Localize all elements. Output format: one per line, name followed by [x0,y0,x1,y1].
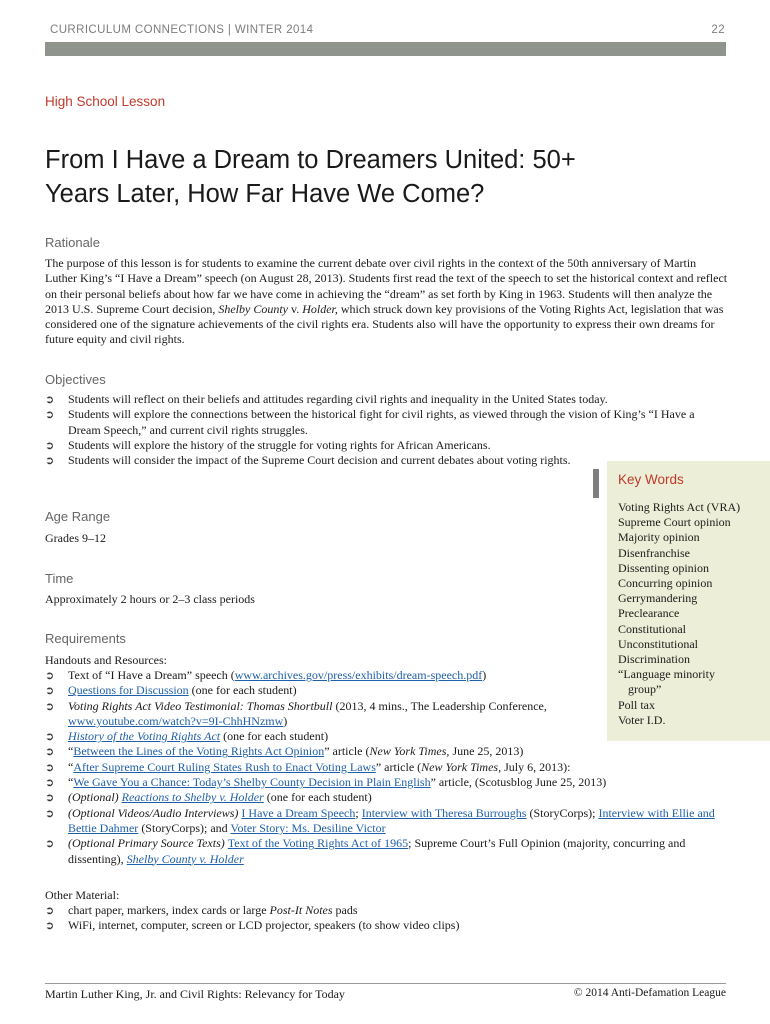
key-word-item: Preclearance [618,606,680,621]
key-word-item: Unconstitutional [618,636,698,651]
footer-copyright: © 2014 Anti-Defamation League [573,987,726,999]
states-rush-link[interactable]: After Supreme Court Ruling States Rush to Enact Voting Laws [73,759,376,774]
between-the-lines-link[interactable]: Between the Lines of the Voting Rights Act Opinion [73,744,325,759]
handout-item: ➲ (Optional) Reactions to Shelby v. Holder (one for each student) [45,790,372,805]
key-word-item: Gerrymandering [618,591,698,606]
footer-rule [45,983,726,984]
header-rule [45,42,726,56]
vra-text-link[interactable]: Text of the Voting Rights Act of 1965 [227,836,409,851]
age-range-value: Grades 9–12 [45,531,106,545]
arrow-bullet-icon: ➲ [45,438,55,452]
page-number: 22 [711,24,725,36]
burroughs-interview-link[interactable]: Interview with Theresa Burroughs [361,805,527,820]
dahmer-interview-link[interactable]: Interview with Ellie and Bettie Dahmer [68,805,715,835]
shelby-opinion-link[interactable]: Shelby County v. Holder [126,851,244,866]
arrow-bullet-icon: ➲ [45,791,55,805]
key-word-item: “Language minority [618,667,715,682]
rationale-paragraph [45,256,730,348]
handout-item: ➲ “Between the Lines of the Voting Rights Act Opinion” article (New York Times, June 25, 2013) [45,744,524,759]
key-word-item: Majority opinion [618,530,700,545]
objective-item: ➲ Students will explore the history of the struggle for voting rights for African Americans. [45,437,491,452]
time-heading: Time [45,571,74,586]
handout-item: ➲ “We Gave You a Chance: Today’s Shelby County Decision in Plain English” article, (Scotusblog June 25, 2013) [45,775,607,790]
handout-item: ➲ Voting Rights Act Video Testimonial: Thomas Shortbull (2013, 4 mins., The Leadership Conference, www.youtube.com/watch?v=9I-ChhHNzmw) [45,698,547,728]
key-word-item: Constitutional [618,621,687,636]
handout-item: ➲ (Optional Videos/Audio Interviews) I Have a Dream Speech; Interview with Theresa Burroughs (StoryCorps); Interview with Ellie and Bettie Dahmer (StoryCorps); and Voter Story: Ms. Desiline Victor [45,805,715,835]
key-word-item: Poll tax [618,697,656,712]
history-voting-rights-link[interactable]: History of the Voting Rights Act [68,729,221,744]
title-line-2: Years Later, How Far Have We Come? [45,180,485,208]
material-item: ➲ chart paper, markers, index cards or large Post-It Notes pads [45,903,358,917]
youtube-testimonial-link[interactable]: www.youtube.com/watch?v=9I-ChhHNzmw [68,713,284,728]
handout-item: ➲ (Optional Primary Source Texts) Text of the Voting Rights Act of 1965; Supreme Court’s Full Opinion (majority, concurring and dissenting), Shelby County v. Holder [45,836,686,866]
requirements-heading: Requirements [45,631,126,646]
case-name-a: Shelby County [218,301,288,316]
objective-item: ➲ Students will reflect on their beliefs and attitudes regarding civil rights and inequality in the United States today. [45,392,608,406]
handout-item: ➲ “After Supreme Court Ruling States Rush to Enact Voting Laws” article (New York Times, July 6, 2013): [45,759,571,774]
arrow-bullet-icon: ➲ [45,919,55,933]
key-word-item: Concurring opinion [618,576,713,591]
footer-title: Martin Luther King, Jr. and Civil Rights: Relevancy for Today [45,987,345,1001]
objective-item: ➲ Students will explore the connections between the historical fight for civil rights, as viewed through the vision of King’s “I Have a Dream Speech,” and current civil rights struggles. [45,407,695,437]
handout-item: ➲ Text of “I Have a Dream” speech (www.archives.gov/press/exhibits/dream-speech.pdf) [45,668,487,682]
arrow-bullet-icon: ➲ [45,760,55,774]
arrow-bullet-icon: ➲ [45,837,55,851]
page-title [45,143,725,211]
running-header [45,22,725,40]
reactions-link[interactable]: Reactions to Shelby v. Holder [121,790,264,805]
key-word-item: Supreme Court opinion [618,515,731,530]
arrow-bullet-icon: ➲ [45,699,55,713]
key-word-item: Discrimination [618,652,690,667]
handout-item: ➲ History of the Voting Rights Act (one for each student) [45,729,329,744]
key-words-title: Key Words [618,472,684,487]
case-name-b: Holder, [302,301,338,316]
arrow-bullet-icon: ➲ [45,454,55,468]
arrow-bullet-icon: ➲ [45,904,55,917]
arrow-bullet-icon: ➲ [45,669,55,682]
key-word-item: group” [628,682,662,697]
publication-label: CURRICULUM CONNECTIONS | WINTER 2014 [50,24,314,36]
handout-item: ➲ Questions for Discussion (one for each student) [45,683,297,698]
other-material-label: Other Material: [45,888,120,902]
plain-english-link[interactable]: We Gave You a Chance: Today’s Shelby County Decision in Plain English [73,775,431,790]
rationale-text-a: The purpose of this lesson is for students to examine the current debate over civil rights in the context of the 50th anniversary of Martin Luther King’s “I Have a Dream” speech (on August 28, 2013). Students first read the text of the speech to set the historical context and reflect on their personal beliefs about how far we have come in achieving the “dream” as set forth by King in 1963. Students will then analyze the 2013 U.S. Supreme Court decision, [45,256,728,316]
arrow-bullet-icon: ➲ [45,776,55,790]
key-word-item: Dissenting opinion [618,560,710,575]
time-value: Approximately 2 hours or 2–3 class periods [45,592,255,606]
key-word-item: Voting Rights Act (VRA) [618,500,741,514]
objectives-heading: Objectives [45,372,106,387]
arrow-bullet-icon: ➲ [45,393,55,406]
rationale-heading: Rationale [45,235,100,250]
dream-speech-link[interactable]: www.archives.gov/press/exhibits/dream-speech.pdf [234,668,483,682]
age-range-heading: Age Range [45,509,111,524]
objective-item: ➲ Students will consider the impact of the Supreme Court decision and current debates about voting rights. [45,453,571,468]
arrow-bullet-icon: ➲ [45,745,55,759]
objectives-list [45,392,730,468]
case-v: v. [287,301,303,316]
arrow-bullet-icon: ➲ [45,730,55,744]
voter-story-link[interactable]: Voter Story: Ms. Desiline Victor [230,820,386,835]
dream-speech-audio-link[interactable]: I Have a Dream Speech [241,805,356,820]
other-material-list [45,903,730,934]
title-line-1: From I Have a Dream to Dreamers United: 50+ [45,146,576,174]
rationale-text-b: which struck down key provisions of the Voting Rights Act, legislation that was considered one of the signature achievements of the civil rights era. Students also will have the opportunity to express their own dreams for future equity and civil rights. [45,301,724,347]
questions-for-discussion-link[interactable]: Questions for Discussion [68,683,189,698]
key-words-marker [593,469,599,498]
arrow-bullet-icon: ➲ [45,684,55,698]
key-word-item: Disenfranchise [618,545,690,560]
material-item: ➲ WiFi, internet, computer, screen or LCD projector, speakers (to show video clips) [45,918,460,933]
lesson-level-label: High School Lesson [45,94,166,109]
handouts-label: Handouts and Resources: [45,653,167,667]
arrow-bullet-icon: ➲ [45,806,55,820]
key-words-list [618,500,740,728]
arrow-bullet-icon: ➲ [45,408,55,422]
key-word-item: Voter I.D. [618,712,666,727]
